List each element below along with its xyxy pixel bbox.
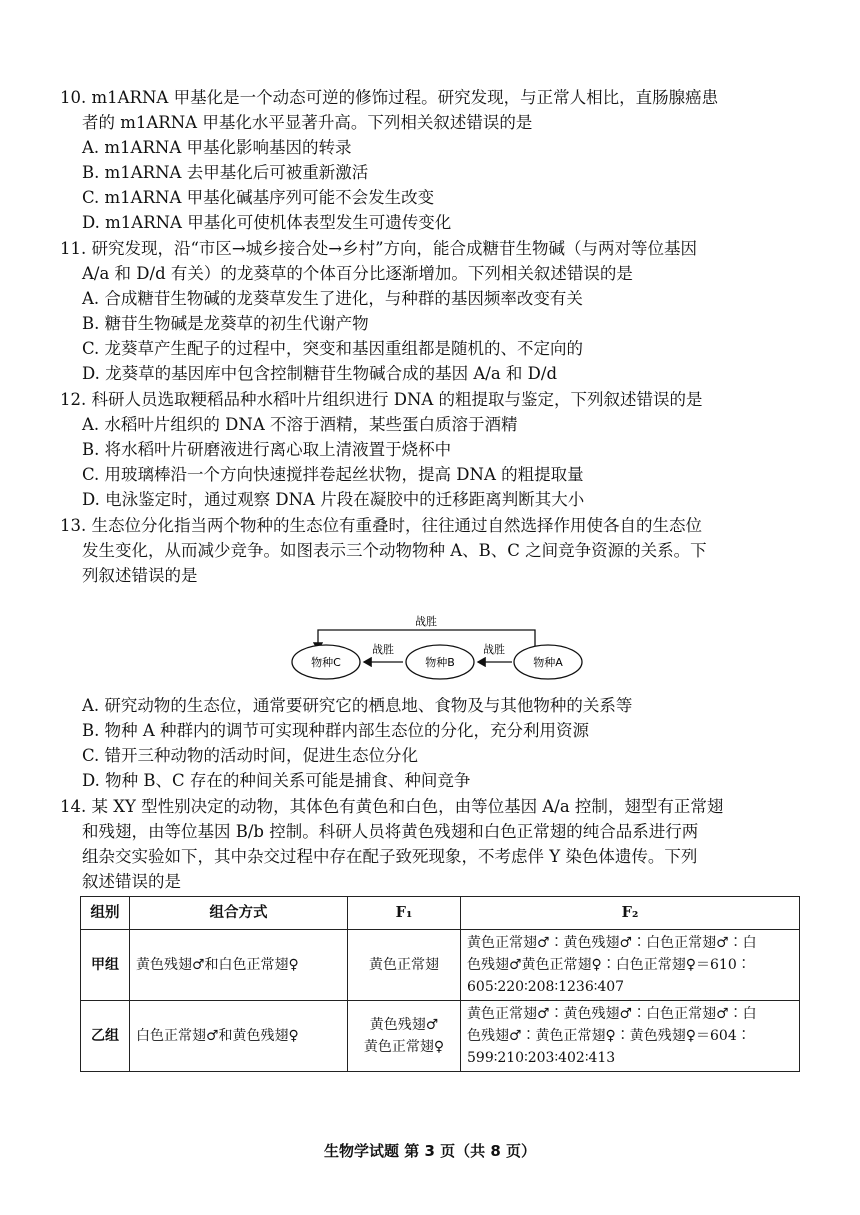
row2-f2-line-2: 色残翅♂∶黄色正常翅♀∶黄色残翅♀＝604∶ [467, 1028, 751, 1044]
row2-f2-line-3: 599∶210∶203∶402∶413 [467, 1050, 616, 1066]
q13-option-b: B. 物种 A 种群内的调节可实现种群内部生态位的分化，充分利用资源 [82, 721, 590, 740]
row1-method: 黄色残翅♂和白色正常翅♀ [130, 930, 348, 1001]
q12-option-c: C. 用玻璃棒沿一个方向快速搅拌卷起丝状物，提高 DNA 的粗提取量 [82, 465, 584, 484]
q13-option-d: D. 物种 B、C 存在的种间关系可能是捕食、种间竞争 [82, 771, 471, 790]
page-footer: 生物学试题 第 3 页（共 8 页） [324, 1142, 536, 1160]
row2-f2-line-1: 黄色正常翅♂∶黄色残翅♂∶白色正常翅♂∶白 [467, 1006, 757, 1022]
q12-option-d: D. 电泳鉴定时，通过观察 DNA 片段在凝胶中的迁移距离判断其大小 [82, 490, 585, 509]
cross-results-table [80, 896, 800, 1072]
diagram-top-label: 战胜 [415, 615, 437, 628]
q13-stem-line-2: 发生变化，从而减少竞争。如图表示三个动物物种 A、B、C 之间竞争资源的关系。下 [82, 541, 707, 560]
q11-option-d: D. 龙葵草的基因库中包含控制糖苷生物碱合成的基因 A/a 和 D/d [82, 364, 558, 383]
q12-option-b: B. 将水稻叶片研磨液进行离心取上清液置于烧杯中 [82, 440, 452, 459]
q10-option-b: B. m1ARNA 去甲基化后可被重新激活 [82, 163, 369, 182]
row1-f2 [461, 930, 800, 1001]
row2-group: 乙组 [81, 1001, 130, 1072]
q12-option-a: A. 水稻叶片组织的 DNA 不溶于酒精，某些蛋白质溶于酒精 [82, 415, 518, 434]
row2-f1 [348, 1001, 461, 1072]
q14-stem-line-4: 叙述错误的是 [82, 872, 181, 891]
species-a-label: 物种A [533, 656, 563, 669]
competition-diagram-svg [290, 615, 590, 695]
row1-f2-line-1: 黄色正常翅♂∶黄色残翅♂∶白色正常翅♂∶白 [467, 935, 757, 951]
q11-option-b: B. 糖苷生物碱是龙葵草的初生代谢产物 [82, 314, 369, 333]
header-group: 组别 [81, 897, 130, 930]
row2-f1-line-1: 黄色残翅♂ [369, 1017, 439, 1033]
q10-option-d: D. m1ARNA 甲基化可使机体表型发生可遗传变化 [82, 213, 452, 232]
row2-method: 白色正常翅♂和黄色残翅♀ [130, 1001, 348, 1072]
species-c-label: 物种C [311, 656, 341, 669]
q10-stem-line-2: 者的 m1ARNA 甲基化水平显著升高。下列相关叙述错误的是 [82, 113, 533, 132]
row1-f2-line-2: 色残翅♂黄色正常翅♀∶白色正常翅♀＝610∶ [467, 957, 751, 973]
table-row [81, 930, 800, 1001]
table-row [81, 1001, 800, 1072]
q14-stem-line-2: 和残翅，由等位基因 B/b 控制。科研人员将黄色残翅和白色正常翅的纯合品系进行两 [82, 822, 699, 841]
q11-stem-line-2: A/a 和 D/d 有关）的龙葵草的个体百分比逐渐增加。下列相关叙述错误的是 [82, 264, 633, 283]
label-b-to-c: 战胜 [372, 643, 394, 656]
row2-f1-line-2: 黄色正常翅♀ [363, 1039, 445, 1055]
q13-stem-line-1: 13. 生态位分化指当两个物种的生态位有重叠时，往往通过自然选择作用使各自的生态位 [60, 516, 702, 535]
q14-stem-line-3: 组杂交实验如下，其中杂交过程中存在配子致死现象，不考虑伴 Y 染色体遗传。下列 [82, 847, 698, 866]
q10-option-c: C. m1ARNA 甲基化碱基序列可能不会发生改变 [82, 188, 435, 207]
row1-group: 甲组 [81, 930, 130, 1001]
q10-stem-line-1: 10. m1ARNA 甲基化是一个动态可逆的修饰过程。研究发现，与正常人相比，直肠腺癌患 [60, 88, 719, 107]
competition-diagram [290, 615, 590, 695]
header-method: 组合方式 [130, 897, 348, 930]
q11-option-a: A. 合成糖苷生物碱的龙葵草发生了进化，与种群的基因频率改变有关 [82, 289, 583, 308]
species-b-label: 物种B [425, 656, 455, 669]
q13-stem-line-3: 列叙述错误的是 [82, 566, 198, 585]
header-f2: F₂ [461, 897, 800, 930]
header-f1: F₁ [348, 897, 461, 930]
row1-f1 [348, 930, 461, 1001]
table-header-row [81, 897, 800, 930]
q12-stem-line-1: 12. 科研人员选取粳稻品种水稻叶片组织进行 DNA 的粗提取与鉴定，下列叙述错误的是 [60, 390, 703, 409]
q13-option-c: C. 错开三种动物的活动时间，促进生态位分化 [82, 746, 419, 765]
row2-f2 [461, 1001, 800, 1072]
row1-f1-line-1: 黄色正常翅 [369, 957, 439, 973]
q14-stem-line-1: 14. 某 XY 型性别决定的动物，其体色有黄色和白色，由等位基因 A/a 控制，翅型有正常翅 [60, 797, 724, 816]
q13-option-a: A. 研究动物的生态位，通常要研究它的栖息地、食物及与其他物种的关系等 [82, 696, 633, 715]
label-a-to-b: 战胜 [483, 643, 505, 656]
q11-stem-line-1: 11. 研究发现，沿“市区→城乡接合处→乡村”方向，能合成糖苷生物碱（与两对等位基因 [60, 239, 698, 258]
q10-option-a: A. m1ARNA 甲基化影响基因的转录 [82, 138, 352, 157]
q11-option-c: C. 龙葵草产生配子的过程中，突变和基因重组都是随机的、不定向的 [82, 339, 584, 358]
row1-f2-line-3: 605∶220∶208∶1236∶407 [467, 979, 625, 995]
